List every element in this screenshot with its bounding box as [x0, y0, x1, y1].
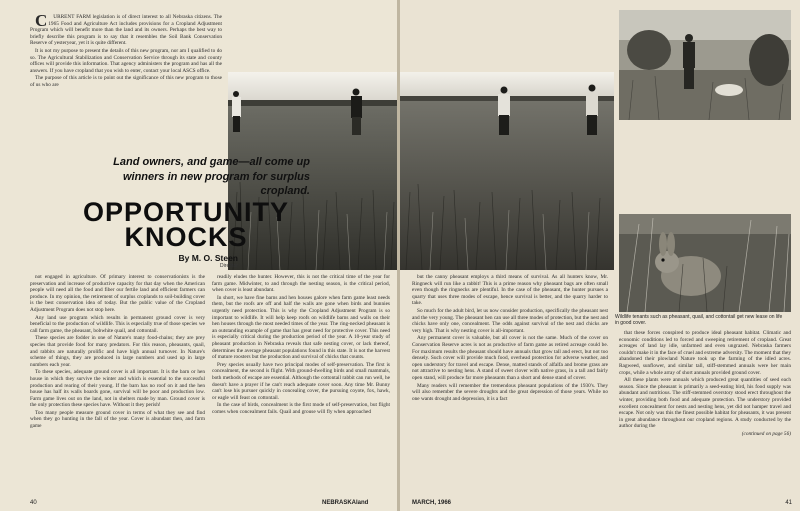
page-number-left: 40: [30, 500, 37, 506]
body-paragraph: So much for the adult bird, let us now consider production, specifically the pheasant nest and the very young. The pheasant hen can use all three modes of protection, but the nest and chicks have only one, concealment. The odds against survival of the nest and chicks are very high. That is why nesting cover is all-important.: [412, 307, 608, 334]
byline: By M. O. Steen: [178, 253, 238, 263]
body-paragraph: To these species, adequate ground cover is all important. It is the barn or hen house in which they survive the winter and which is essential to the successful production and rearing of their young. If the barn has no roof on it and the hen house has half its walls boards gone, survival will be poor and production low. Farm game lives out on the land, not in shelters made by man. Ground cover is the only protection these species have. Without it they perish!: [30, 369, 205, 409]
intro-column: [30, 11, 222, 90]
left-body-column-1: [30, 274, 205, 431]
continued-note: (continued on page 56): [741, 430, 791, 437]
body-paragraph: Any land use program which results in permanent ground cover is very beneficial to the production of wildlife. This is especially true of those species we call farm game, the pheasant, bobwhite quail, and cottontail.: [30, 314, 205, 334]
body-paragraph: Prey species usually have two principal modes of self-preservation. The first is concealment, the second is flight. With ground-dwelling birds and small mammals, both methods of escape are essential. Although the cottontail rabbit can run well, he doesn't have a prayer if he can't reach adequate cover soon. Any time Mr. Bunny can't lose his pursuer quickly in concealing cover, the pursuing coyote, fox, hawk, or eagle will feast on cottontail.: [212, 361, 390, 401]
page-number-right: 41: [785, 500, 792, 506]
field-hunters-photo-right: [400, 72, 614, 270]
intro-paragraph: CURRENT FARM legislation is of direct interest to all Nebraska citizens. The 1965 Food and Agriculture Act includes provisions for a Cropland Adjustment Program which will benefit more than the land and its owners. Perhaps the best way to briefly describe this program is to say that it resembles the Soil Bank Conservation Reserve of yesteryear, yet it is quite different.: [30, 11, 222, 47]
article-subhead: Land owners, and game—all come up winners in new program for surplus cropland.: [113, 156, 310, 197]
body-paragraph: that these forces conspired to produce ideal pheasant habitat. Climatic and economic conditions led to forced and sweeping retirement of cropland. Great acreages of land lay idle, unfarmed and even ungrazed. Nebraska farmers couldn't make it in the face of cruel and extreme adversity. The moment that they abandoned their plowland Nature took up the farming of the idled acres. Ragweed, sunflower, and similar tall, stiff-stemmed annuals were her main crops, while a whole array of short annuals provided ground cover.: [619, 330, 791, 376]
magazine-name: NEBRASKAland: [322, 500, 369, 506]
issue-date: MARCH, 1966: [412, 500, 452, 506]
body-paragraph: readily eludes the hunter. However, this is not the critical time of the year for farm game. Midwinter, to and through the nesting season, is the critical period, when cover is least abundant.: [212, 274, 390, 294]
body-paragraph: not engaged in agriculture. Of primary interest to conservationists is the preservation and increase of productive capacity for that day when the American people will need all the food and fiber our fertile land and efficient farmers can produce. In my opinion, the retirement of surplus croplands to soil-building cover is the best conservation idea of today. But the public value of the Cropland Adjustment Program does not stop here.: [30, 274, 205, 313]
article-title: OPPORTUNITY KNOCKS: [82, 197, 289, 252]
left-page: [0, 0, 398, 511]
byline-role: Director: [219, 263, 238, 269]
intro-paragraph: It is not my purpose to present the details of this new program, nor am I qualified to do so. The Agricultural Stabilization and Conservation Service through its state and county offices will provide this information. That agency administers the program and has all the answers. If you have cropland that you wish to enter, contact your local ASCS office.: [30, 47, 222, 74]
left-body-column-2: [212, 274, 390, 416]
body-paragraph: These species are fodder in one of Nature's many food-chains; they are prey species that provide food for many predators. For this reason, pheasants, quail, and rabbits are naturally prolific and have high annual turnover. In Nature's scheme of things, they are produced in large numbers and used up in large numbers each year.: [30, 335, 205, 368]
body-paragraph: All these plants were annuals which produced great quantities of seed each season. Since the pheasant is primarily a seed-eating bird, his food supply was abundant and nutritious. The stiff-stemmed overstory stood erect throughout the winter, providing both food and adequate protection. The understory provided excellent concealment for nests and nesting hens, yet did not hamper travel and escape. Not only was this the finest possible habitat for pheasants, it was present in great abundance throughout our cropland regions. A study conducted by the author during the: [619, 377, 791, 430]
cottontail-rabbit-photo: [619, 214, 791, 312]
right-body-column-2: [619, 330, 791, 438]
hunter-with-dog-photo: [619, 10, 791, 120]
body-paragraph: Any permanent cover is valuable, but all cover is not the same. Much of the cover on Conservation Reserve acres is not as productive of farm game as retired acreage could be. For maximum results the pheasant should have annuals that grow tall and erect, but not too densely. Such cover will provide much food, overhead protection for adverse weather, and open understory for travel and escape. Dense, matted stands of alfalfa and brome grass are not attractive to nesting hens. A stand of sweet clover with native grass, in a tall and fairly open stand, will produce far more pheasants than a short and dense stand of cover.: [412, 335, 608, 381]
body-paragraph: Too many people measure ground cover in terms of what they see and find when they go hunting in the fall of the year. Cover is abundant then, and farm game: [30, 409, 205, 430]
right-body-column-1: [412, 274, 608, 403]
body-paragraph: Many readers will remember the tremendous pheasant populations of the 1930's. They will also remember the severe droughts and the great depression of those years. While no one wants drought and depression, it is a fact: [412, 382, 608, 402]
photo-caption: Wildlife tenants such as pheasant, quail, and cottontail get new lease on life in good cover.: [615, 314, 783, 327]
body-paragraph: In short, we have fine barns and hen houses galore when farm game least needs them, but the roofs are off and half the walls are gone when birds and bunnies urgently need protection. This is why the Cropland Adjustment Program is so important to wildlife. It will help keep roofs on wildlife barns and walls on their hen houses through the most needed times of the year. The ring-necked pheasant is an outstanding example of game that has great need for protective cover. This need is especially critical during the production period of the year. A 10-year study of pheasant production in Nebraska reveals that safe nesting cover, or lack thereof, determines the average pheasant populations found in this state. It is not the harvest of mature roosters but the production and survival of chicks that counts.: [212, 294, 390, 361]
body-paragraph: but the canny pheasant employs a third means of survival. As all hunters know, Mr. Ringneck will run like a rabbit! This is a prime reason why pheasant bags are often small even though the ringnecks are plentiful. In the case of the pheasant, the hunter pursues a quarry that uses three modes of escape, hence survival is better, and the quarry harder to take.: [412, 274, 608, 307]
right-page: [400, 0, 800, 511]
body-paragraph: In the case of birds, concealment is the first mode of self-preservation, but flight comes when concealment fails. Quail and grouse will fly when approached: [212, 402, 390, 415]
intro-paragraph: The purpose of this article is to point out the significance of this new program to those of us who are: [30, 75, 222, 88]
